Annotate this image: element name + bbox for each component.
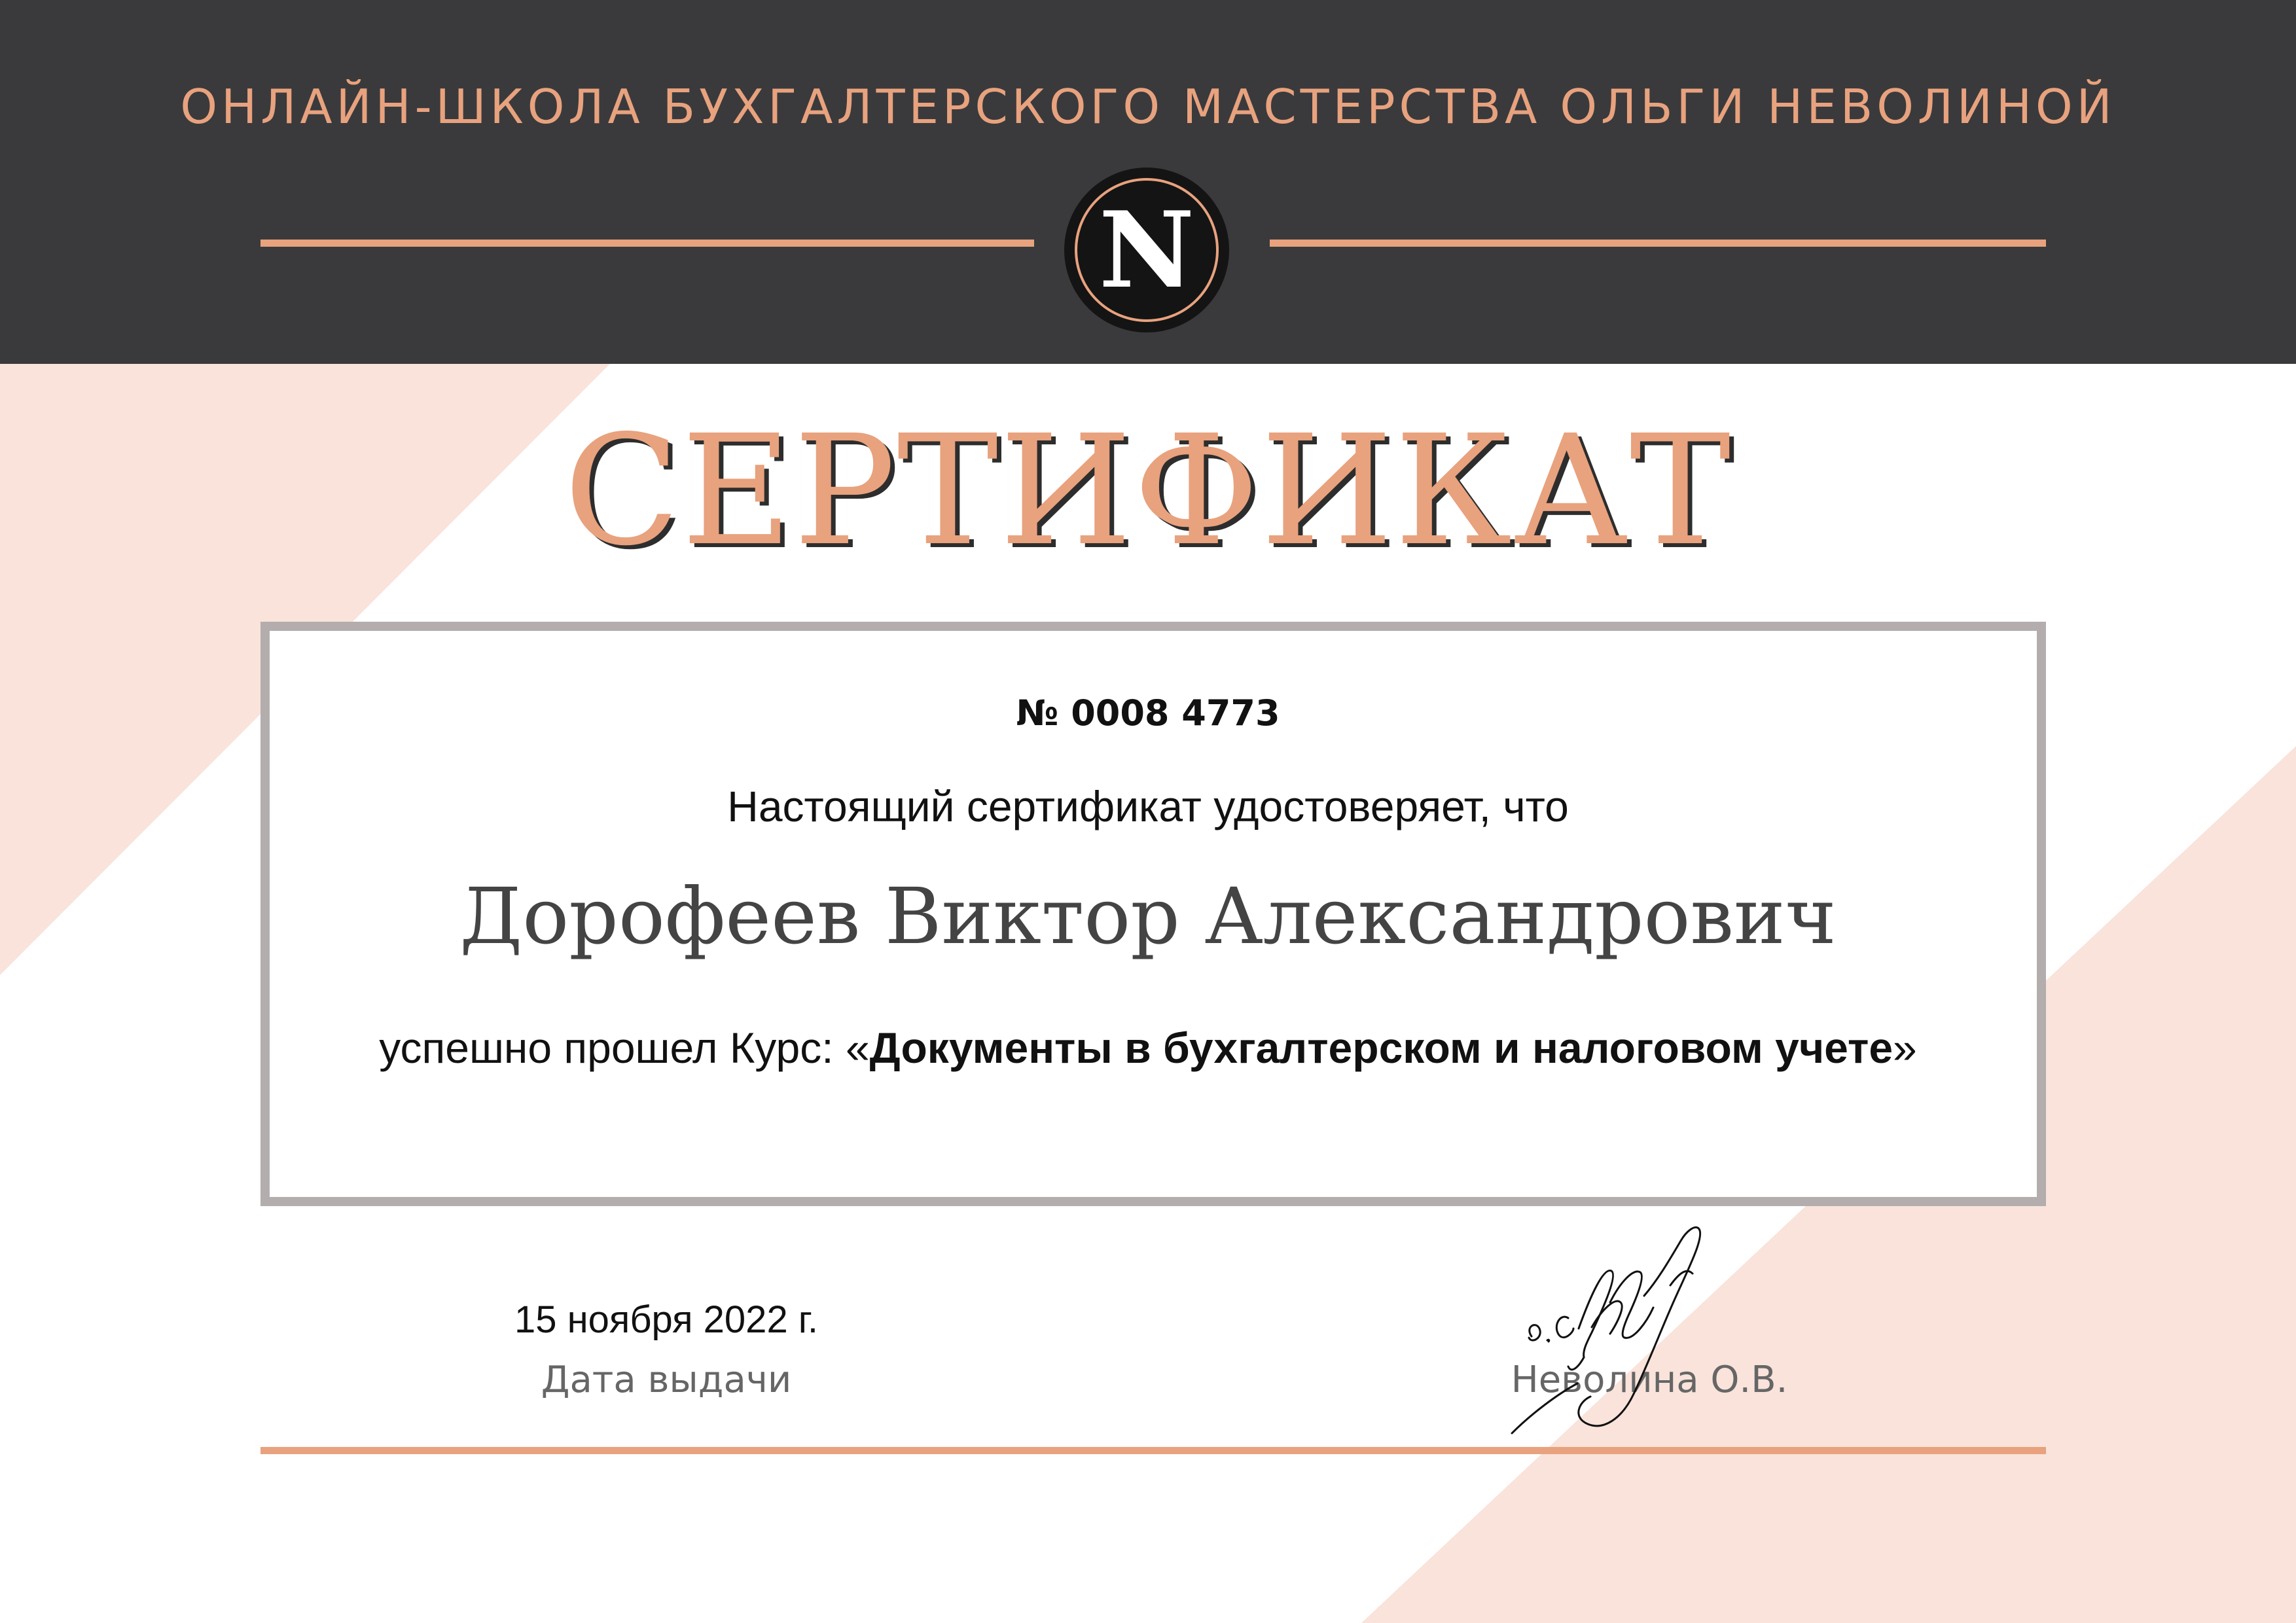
header-divider-left: [260, 240, 1034, 247]
course-prefix: успешно прошел Курс: «: [379, 1024, 870, 1072]
issue-date: 15 ноября 2022 г.: [514, 1298, 818, 1341]
certificate-title: СЕРТИФИКАТ: [564, 402, 1732, 579]
certificate-intro: Настоящий сертификат удостоверяет, что: [727, 782, 1569, 830]
course-line: [0, 1012, 2296, 1084]
course-suffix: »: [1893, 1024, 1917, 1072]
recipient-name: Дорофеев Виктор Александрович: [459, 871, 1837, 961]
school-name: ОНЛАЙН-ШКОЛА БУХГАЛТЕРСКОГО МАСТЕРСТВА ОЛЬГИ НЕВОЛИНОЙ: [180, 79, 2116, 134]
course-name: Документы в бухгалтерском и налоговом учете: [869, 1024, 1893, 1072]
header-divider-right: [1270, 240, 2046, 247]
certificate-number: № 0008 4773: [1016, 692, 1280, 734]
footer-divider: [260, 1447, 2046, 1454]
signer-name: Неволина О.В.: [1511, 1359, 1788, 1401]
logo-letter: N: [1098, 188, 1195, 312]
signature-icon: [1505, 1198, 1780, 1446]
school-logo: [1064, 168, 1229, 332]
issue-date-label: Дата выдачи: [541, 1359, 792, 1401]
